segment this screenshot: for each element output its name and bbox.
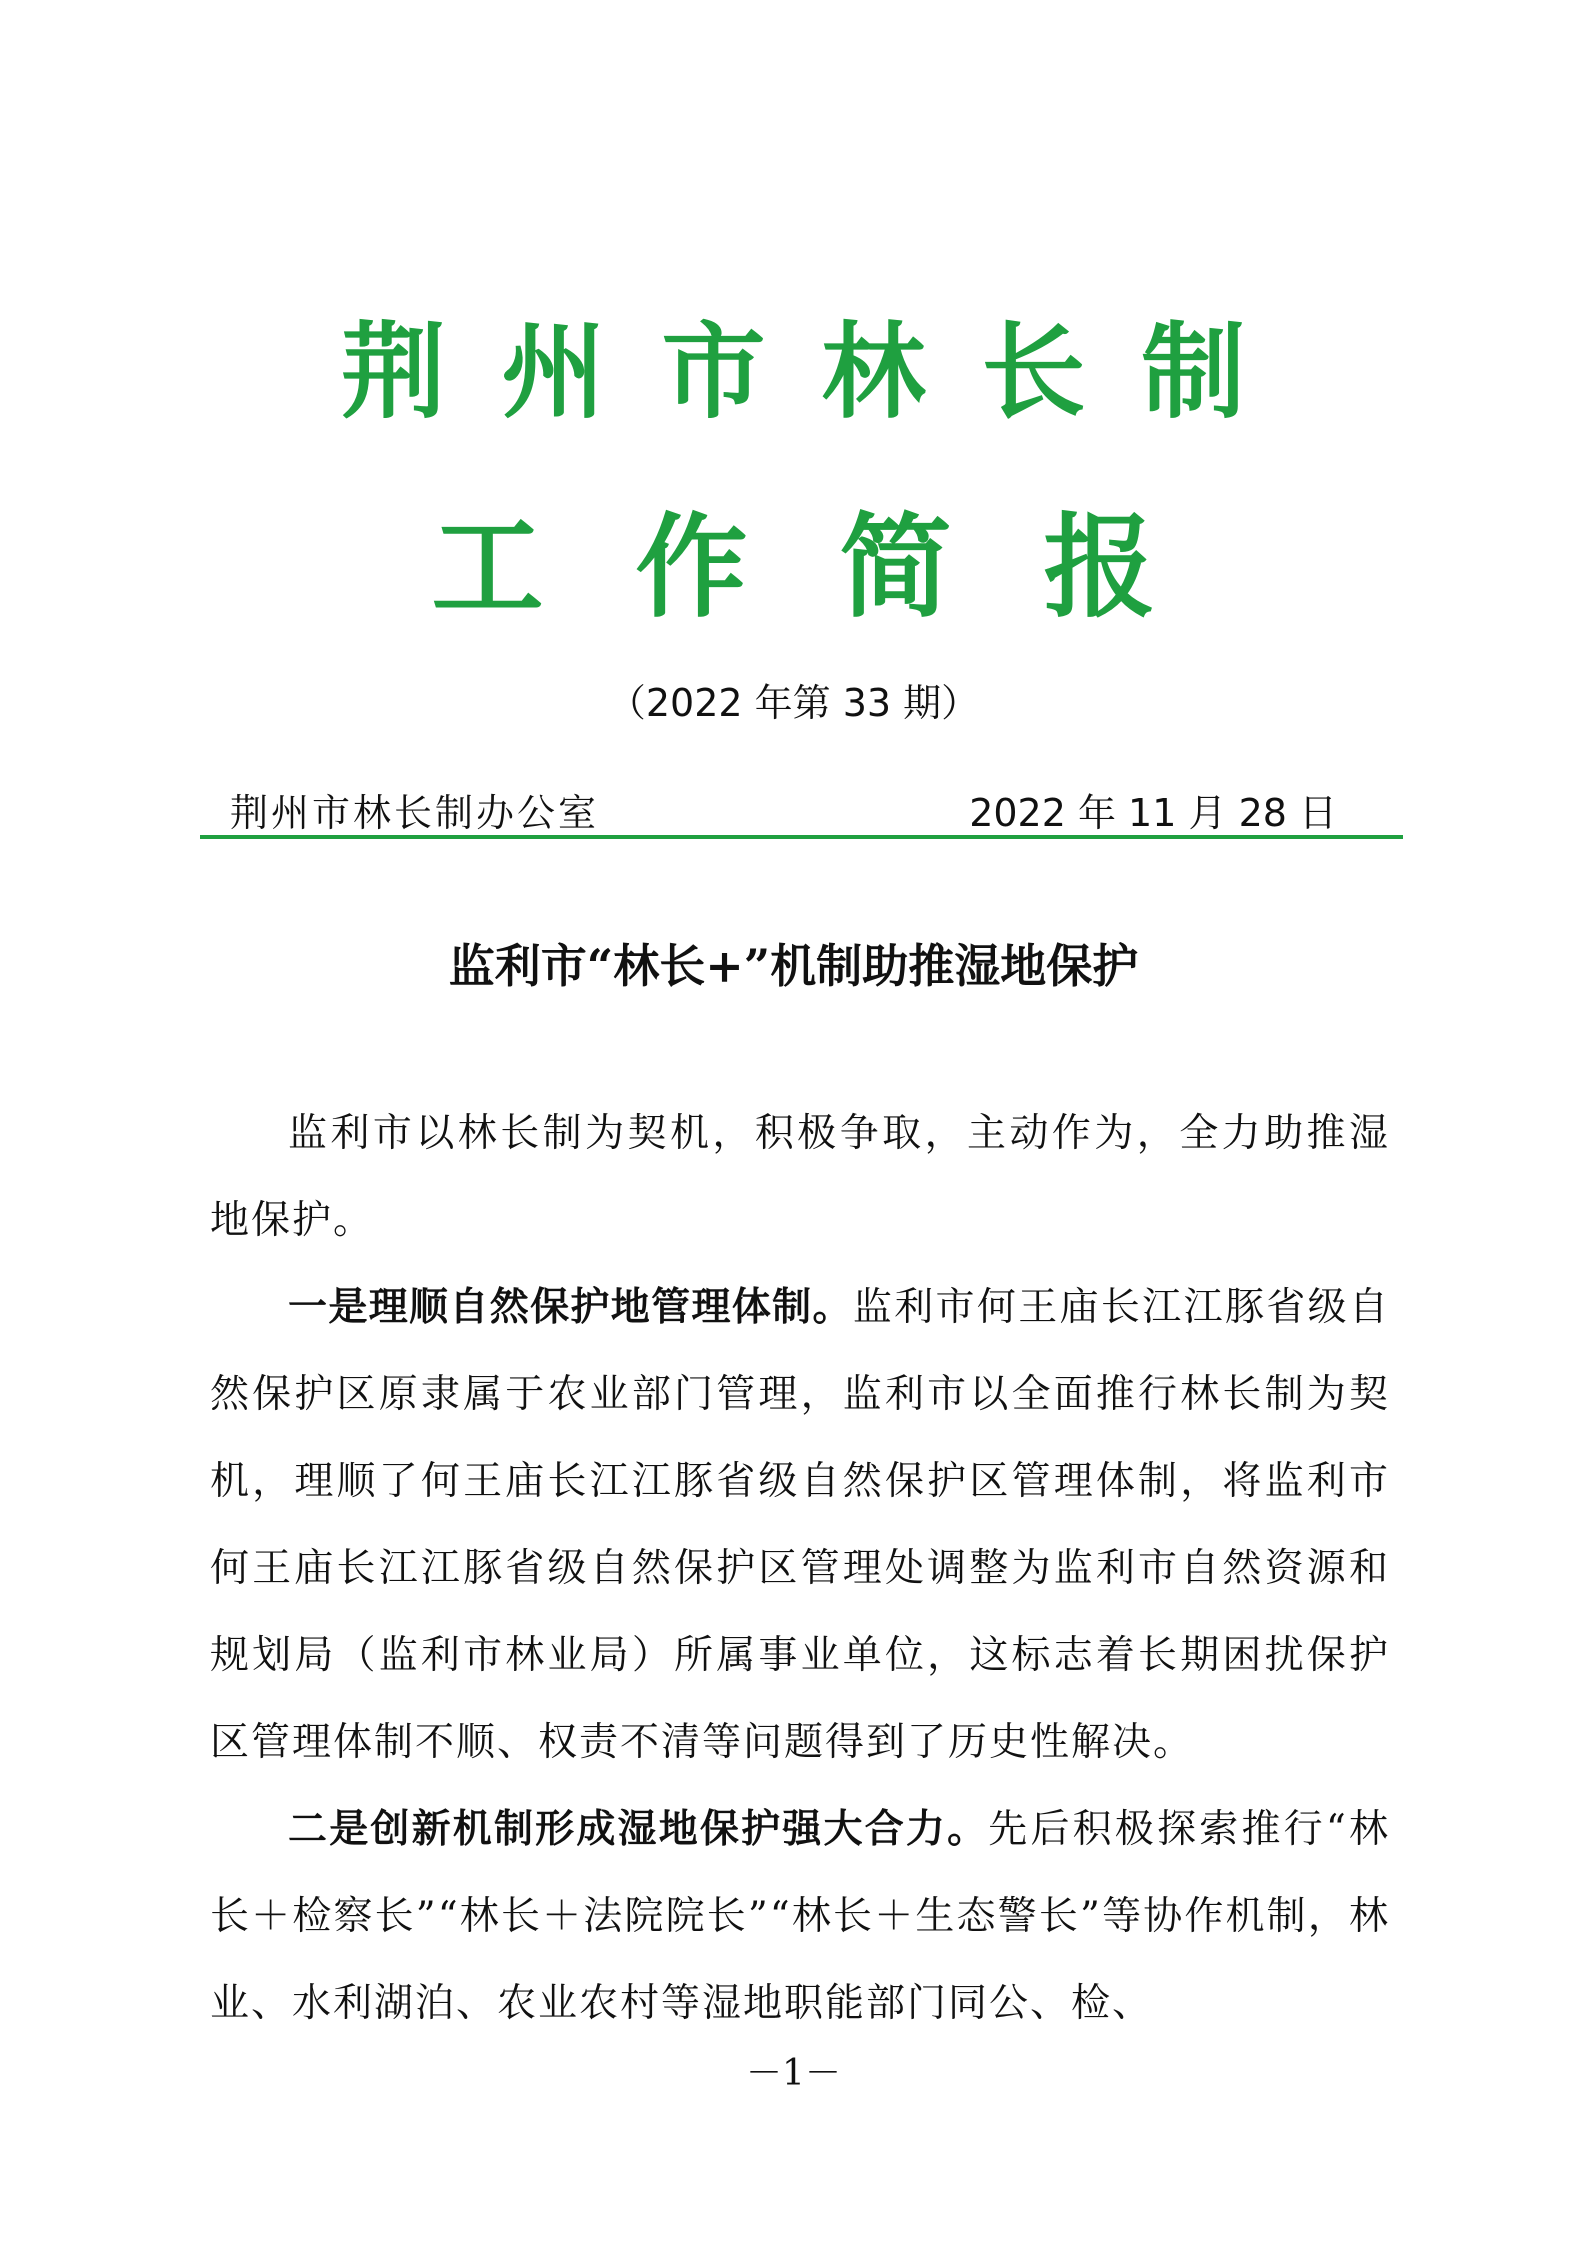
masthead-title-line1: 荆州市林长制	[341, 311, 1302, 433]
masthead-title-line2: 工作简报	[431, 503, 1248, 633]
issue-number: （2022 年第 33 期）	[607, 681, 980, 725]
page-number: －1－	[746, 2053, 841, 2094]
article-body	[210, 1090, 1390, 2047]
paragraph-point-2	[210, 1786, 1390, 2047]
article-title: 监利市“林长+”机制助推湿地保护	[448, 939, 1139, 993]
issue-date: 2022 年 11 月 28 日	[969, 791, 1337, 835]
header-divider	[200, 835, 1403, 839]
issuer-office: 荆州市林长制办公室	[230, 791, 600, 835]
paragraph-lead: 一是理顺自然保护地管理体制。	[288, 1285, 853, 1330]
paragraph-text: 监利市以林长制为契机，积极争取，主动作为，全力助推湿地保护。	[210, 1111, 1390, 1243]
paragraph-lead: 二是创新机制形成湿地保护强大合力。	[288, 1807, 989, 1852]
paragraph-point-1	[210, 1264, 1390, 1786]
paragraph-text: 先后积极探索推行“林长＋检察长”“林长＋法院院长”“林长＋生态警长”等协作机制，林业、水利湖泊、农业农村等湿地职能部门同公、检、	[210, 1807, 1390, 2026]
paragraph-text: 监利市何王庙长江江豚省级自然保护区原隶属于农业部门管理，监利市以全面推行林长制为契机，理顺了何王庙长江江豚省级自然保护区管理体制，将监利市何王庙长江江豚省级自然保护区管理处调整为监利市自然资源和规划局（监利市林业局）所属事业单位，这标志着长期困扰保护区管理体制不顺、权责不清等问题得到了历史性解决。	[210, 1285, 1390, 1765]
paragraph-intro	[210, 1090, 1390, 1264]
